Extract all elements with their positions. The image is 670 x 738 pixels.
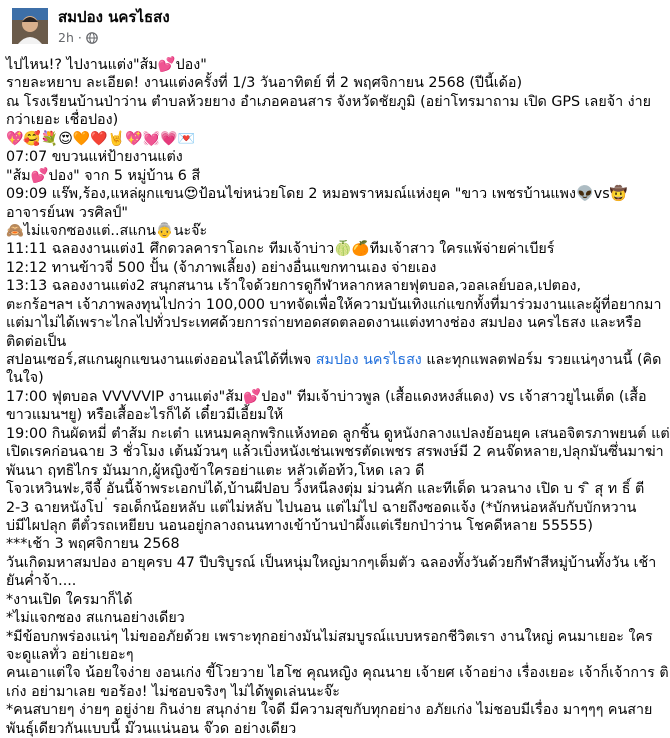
post-line: วันเกิดมหาสมปอง อายุครบ 47 ปีบริบูรณ์ เป็นหนุ่มใหญ่มากๆเต็มตัว ฉลองทั้งวันด้วยกีฬาสีหมู่บ้านทั้งวัน เช้า: [6, 554, 657, 571]
post-line: จะดูแลทั่ว อย่าเยอะๆ: [6, 647, 134, 663]
post-line: ติดต่อเป็น: [6, 333, 67, 350]
avatar-photo-icon: [12, 8, 48, 44]
post-line: [6, 351, 662, 369]
post-line: *คนสบายๆ ง่ายๆ อยู่ง่าย กินง่าย สนุกง่าย ใจดี มีความสุขกับทุกอย่าง อภัยเก่ง ไม่ชอบมีเรื่อง มาๆๆๆ คนสาย: [6, 702, 653, 719]
post-header: [0, 0, 600, 52]
sponsor-text-rest: และทุกแพลตฟอร์ม รวยแน่ๆงานนี้ (คิด: [421, 352, 662, 368]
post-line: พันนา ฤทธิไกร มันมาก,ผู้หญิงข้าใครอย่าแตะ หลัวเต้อท้ว,โหด เลว ดี: [6, 462, 425, 479]
post-line: ไปไหน!? ไปงานแต่ง"ส้ม💕ปอง": [6, 57, 207, 73]
author-avatar[interactable]: [12, 8, 48, 44]
post-line: 🙈ไม่แจกซองแต่..สแกน👵นะจ๊ะ: [6, 222, 208, 239]
post-line: 2-3 ฉายหนังโป ่ รอเด็กน้อยหลับ แต่ไม่หลับ ไปนอน แต่ไม่ไป ฉายถึงซอดแจ้ง (*บักหน่อหลับกับบักหวาน: [6, 499, 637, 516]
page-link[interactable]: สมปอง นครไธสง: [315, 352, 422, 368]
post-line: 19:00 กินผัดหมี่ ตำส้ม กะเต๋า แหนมคลุกพริกแห้งทอด ลูกชิ้น ดูหนังกลางแปลงย้อนยุค เสนอจิตรภาพยนต์ แต่: [6, 425, 670, 442]
post-line: กว่าเยอะ เชื่อปอง): [6, 112, 119, 129]
post-line: บ่มีไผปลุก ตีตั๋วรถเหยียบ นอนอยู่กลางถนนทางเข้าบ้านป่าผึ้งแต่เรียกป่าว่าน โชคดีหลาย 55555): [6, 517, 593, 534]
post-line: 09:09 แร๊พ,ร้อง,แหล่ผูกแขน😍ป้อนไข่หน่วยโดย 2 หมอพราหมณ์แห่งยุค "ขาว เพชรบ้านแพง👽vs🤠: [6, 186, 628, 203]
post-line: แต่มาไม่ได้เพราะไกลไปทั่วประเทศด้วยการถ่ายทอดสดตลอดงานแต่งทางช่อง สมปอง นครไธสง และหรือ: [6, 315, 642, 332]
post-line: ในใจ): [6, 370, 44, 387]
post-line: ขาวแมนฯยู) หรือเสื้ออะไรก็ได้ เดี๋ยวมีเอี้ยมให้: [6, 407, 284, 424]
post-body: [6, 56, 670, 738]
post-line: ***เช้า 3 พฤศจิกายน 2568: [6, 536, 180, 553]
post-line: *ไม่แจกซอง สแกนอย่างเดียว: [6, 610, 185, 627]
post-line: 12:12 ทานข้าวจี่ 500 ปั้น (จ้าภาพเลี้ยง) อย่างอื่นแขกทานเอง จ่ายเอง: [6, 259, 437, 276]
post-line: เปิดเรคก่อนฉาย 3 ชั่วโมง เต้นม้วนๆ แล้วเบิ่งหนังเช่นเพชรตัดเพชร สรพงษ์มี 2 คนจ๊ดหลาย,ปลุกมันซึ่นมาฆ่า: [6, 444, 664, 461]
post-line: รายละหยาบ ละเอียด! งานแต่งครั้งที่ 1/3 วันอาทิตย์ ที่ 2 พฤศจิกายน 2568 (ปีนี้เด้อ): [6, 75, 523, 92]
post-line: "ส้ม💕ปอง" จาก 5 หมู่บ้าน 6 สี: [6, 167, 201, 184]
post-line: โจวเหวินฟะ,จีจี้ อันนี้จ้าพระเอกบ่ได้,บ้านผีปอบ วิ้งหนีลงตุ่ม ม่วนคัก และทีเด็ด นวลนาง เปิด บ ร ิ สุ ท ธิ์ ตี: [6, 481, 645, 498]
post-line: พันธุ์เดียวกันแบบนี้ ม๊วนแน่นอน จ๊วด อย่างเดียว: [6, 720, 297, 737]
sponsor-text: สปอนเซอร์,สแกนผูกแขนงานแต่งออนไลน์ได้ที่เพจ: [6, 352, 316, 368]
post-meta: 2h ·: [58, 30, 98, 46]
post-line: 07:07 ขบวนแห่ป้ายงานแต่ง: [6, 149, 183, 166]
post-line: *งานเปิด ใครมาก็ได้: [6, 591, 133, 608]
post-line: 13:13 ฉลองงานแต่ง2 สนุกสนาน เร้าใจด้วยการดูกีฬาหลากหลายฟุตบอล,วอลเลย์บอล,เปตอง,: [6, 278, 582, 295]
globe-icon: [86, 32, 98, 44]
post-line: ตะกร้อฯลฯ เจ้าภาพลงทุนไปกว่า 100,000 บาทจัดเพื่อให้ความบันเทิงแก่แขกทั้งที่มาร่วมงานและผู้ที่อยากมา: [6, 296, 662, 313]
post-line: 17:00 ฟุตบอล VVVVVIP งานแต่ง"ส้ม💕ปอง" ทีมเจ้าบ่าวพูล (เสื้อแดงหงส์แดง) vs เจ้าสาวยูไนเต็ด (เสื้อ: [6, 388, 647, 405]
post-line: เก่ง อย่ามาเลย ขอร้อง! ไม่ชอบจริงๆ ไม่ได้พูดเล่นนะจ๊ะ: [6, 683, 340, 700]
post-line: *มีข้อบกพร่องแน่ๆ ไม่ขออภัยด้วย เพราะทุกอย่างมันไม่สมบูรณ์แบบหรอกชีวิตเรา งานใหญ่ คนมาเยอะ ใคร: [6, 628, 653, 645]
post-line: 💖🥰💐😍🧡❤️🤘💖💓💗💌: [6, 130, 195, 147]
post-line: คนเอาแต่ใจ น้อยใจง่าย งอนเก่ง ขี้โวยวาย ไฮโซ คุณหญิง คุณนาย เจ้ายศ เจ้าอย่าง เรื่องเยอะ เจ้าก็เจ้าการ ติ: [6, 665, 669, 682]
post-line: ยันค่ำจ้า....: [6, 573, 77, 590]
author-name[interactable]: สมปอง นครไธสง: [58, 8, 170, 26]
post-time[interactable]: 2h: [58, 30, 74, 45]
post-line: ณ โรงเรียนบ้านป่าว่าน ตำบลห้วยยาง อำเภอคอนสาร จังหวัดชัยภูมิ (อย่าโทรมาถาม เปิด GPS เลยจ้า ง่าย: [6, 93, 652, 110]
post-line: อาจารย์นพ วรศิลป์": [6, 204, 129, 221]
post-line: 11:11 ฉลองงานแต่ง1 ศึกดวลคาราโอเกะ ทีมเจ้าบ่าว🍈🍊ทีมเจ้าสาว ใครแพ้จ่ายค่าเบียร์: [6, 241, 555, 258]
